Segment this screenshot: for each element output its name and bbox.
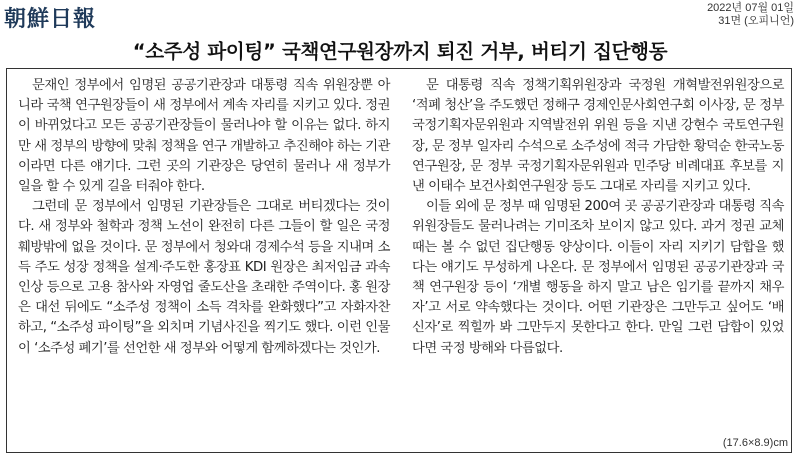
dateline [707, 2, 794, 28]
article-paragraph: 그런데 문 정부에서 임명된 기관장들은 그대로 버티겠다는 것이다. 새 정부와 철학과 정책 노선이 완전히 다른 그들이 할 일은 국정 훼방밖에 없을 것이다. 문 정부에서 청와대 경제수석 등을 지내며 소득 주도 성장 정책을 설계·주도한 홍장표 KDI 원장은 최저임금 과속 인상 등으로 고용 참사와 자영업 줄도산을 초래한 주역이다. 홍 원장은 대선 뒤에도 “소주성 정책이 소득 격차를 완화했다”고 자화자찬하고, “소주성 파이팅”을 외치며 기념사진을 찍기도 했다. 이런 인물이 ‘소주성 폐기’를 선언한 새 정부와 어떻게 함께하겠다는 것인가. [18, 199, 390, 356]
article-left-column [18, 76, 390, 359]
newspaper-masthead: 朝鮮日報 [4, 6, 97, 32]
article-right-column [412, 76, 784, 359]
page-section: 31면 (오피니언) [718, 15, 794, 27]
article-paragraph: 문재인 정부에서 임명된 공공기관장과 대통령 직속 위원장뿐 아니라 국책 연구원장들이 새 정부에서 계속 자리를 지키고 있다. 정권이 바뀌었다고 모든 공공기관장들이 물러나야 할 이유는 없다. 하지만 새 정부의 방향에 맞춰 정책을 연구 개발하고 추진해야 하는 기관이라면 다른 얘기다. 그런 곳의 기관장은 당연히 물러나 새 정부가 일을 할 수 있게 길을 터줘야 한다. [18, 78, 390, 195]
article-paragraph: 이들 외에 문 정부 때 임명된 200여 곳 공공기관장과 대통령 직속 위원장들도 물러나려는 기미조차 보이지 않고 있다. 과거 정권 교체 때는 볼 수 없던 집단행동 양상이다. 이들이 자리 지키기 담합을 했다는 얘기도 무성하게 나온다. 문 정부에서 임명된 공공기관장과 국책 연구원장 등이 ‘개별 행동을 하지 말고 남은 임기를 끝까지 채우자’고 서로 약속했다는 것이다. 어떤 기관장은 그만두고 싶어도 ‘배신자’로 찍힐까 봐 그만두지 못한다고 한다. 만일 그런 담합이 있었다면 국정 방해와 다름없다. [412, 199, 784, 356]
article-paragraph: 문 대통령 직속 정책기획위원장과 국정원 개혁발전위원장으로 ‘적폐 청산’을 주도했던 정해구 경제인문사회연구회 이사장, 문 정부 국정기획자문위원과 지역발전위 위원 등을 지낸 강현수 국토연구원장, 문 정부 일자리 수석으로 소주성에 적극 가담한 황덕순 한국노동연구원장, 문 정부 국정기획자문위원과 민주당 비례대표 후보를 지낸 이태수 보건사회연구원장 등도 그대로 자리를 지키고 있다. [412, 78, 784, 195]
publication-date: 2022년 07월 01일 [707, 2, 794, 14]
article-headline: “소주성 파이팅” 국책연구원장까지 퇴진 거부, 버티기 집단행동 [132, 40, 668, 63]
clipping-size-note: (17.6×8.9)cm [722, 437, 788, 449]
